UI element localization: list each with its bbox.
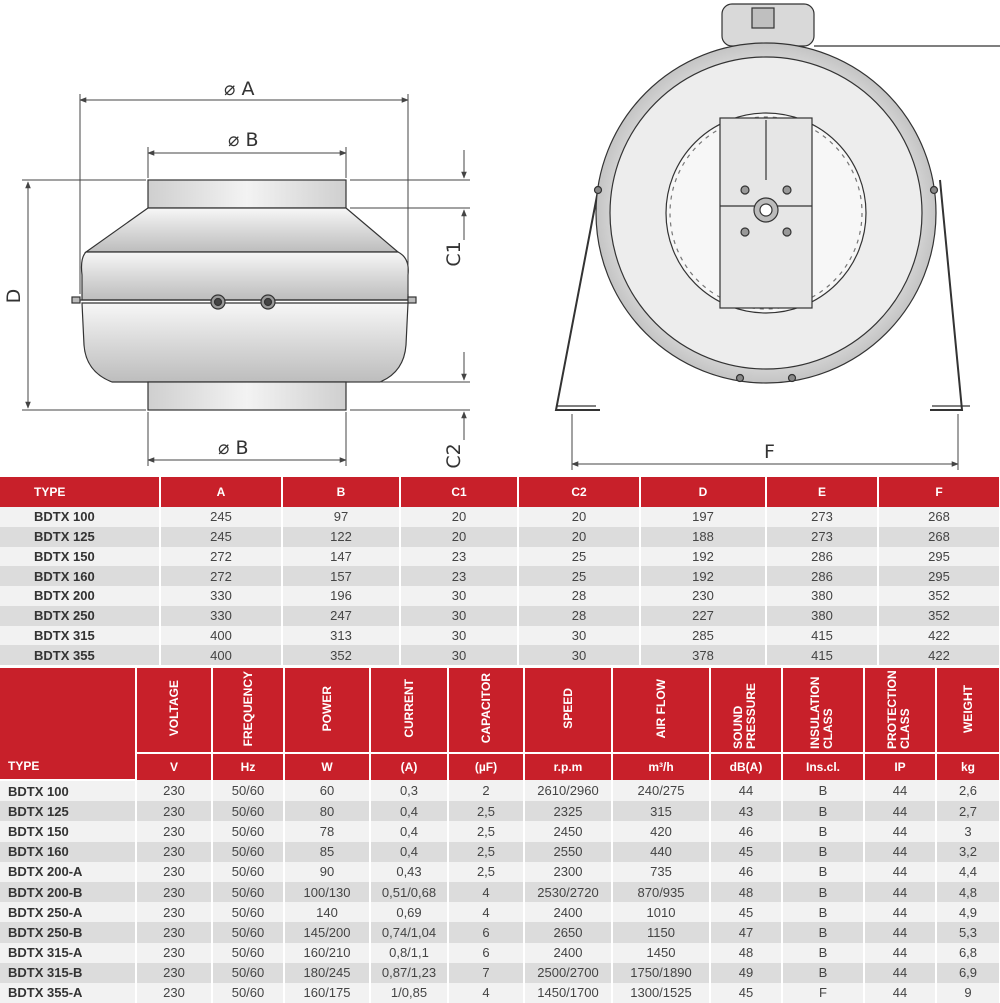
spec-value-cell: 0,43 <box>370 862 448 882</box>
table-row <box>0 606 1000 626</box>
dimension-value-cell: 415 <box>766 645 878 665</box>
unit-air-flow: m³/h <box>612 753 710 780</box>
spec-header-power <box>284 668 370 753</box>
dimension-value-cell: 378 <box>640 645 766 665</box>
dimension-value-cell: 30 <box>400 586 518 606</box>
spec-header-capacitor <box>448 668 524 753</box>
dimension-value-cell: 268 <box>878 507 1000 527</box>
dimension-value-cell: 400 <box>160 626 282 646</box>
model-type-cell: BDTX 200 <box>0 586 160 606</box>
dimension-value-cell: 380 <box>766 606 878 626</box>
spec-value-cell: 240/275 <box>612 780 710 801</box>
spec-header-voltage-label: VOLTAGE <box>166 680 181 737</box>
spec-header-current <box>370 668 448 753</box>
dimension-value-cell: 285 <box>640 626 766 646</box>
spec-value-cell: 2450 <box>524 821 612 841</box>
dim-header-f: F <box>878 477 1000 507</box>
spec-value-cell: 6 <box>448 943 524 963</box>
spec-value-cell: 230 <box>136 821 212 841</box>
spec-header-power-label: POWER <box>319 685 334 732</box>
spec-value-cell: 60 <box>284 780 370 801</box>
spec-value-cell: 2400 <box>524 943 612 963</box>
model-type-cell: BDTX 100 <box>0 507 160 527</box>
table-row <box>0 922 1000 942</box>
dim-header-d: D <box>640 477 766 507</box>
spec-header-capacitor-label: CAPACITOR <box>478 673 493 744</box>
spec-value-cell: B <box>782 780 864 801</box>
spec-value-cell: 6,9 <box>936 963 1000 983</box>
spec-value-cell: 1450 <box>612 943 710 963</box>
spec-value-cell: 44 <box>864 780 936 801</box>
spec-value-cell: 2,5 <box>448 862 524 882</box>
spec-header-frequency-label: FREQUENCY <box>240 670 255 747</box>
model-type-cell: BDTX 315-A <box>0 943 136 963</box>
dimension-value-cell: 20 <box>400 527 518 547</box>
spec-value-cell: 0,4 <box>370 842 448 862</box>
spec-value-cell: 4,8 <box>936 882 1000 902</box>
label-d: D <box>3 288 25 304</box>
table-row <box>0 821 1000 841</box>
spec-header-speed <box>524 668 612 753</box>
spec-value-cell: 230 <box>136 902 212 922</box>
model-type-cell: BDTX 250 <box>0 606 160 626</box>
spec-value-cell: 0,4 <box>370 821 448 841</box>
dimension-value-cell: 30 <box>400 626 518 646</box>
spec-value-cell: 44 <box>864 842 936 862</box>
dimension-value-cell: 30 <box>400 606 518 626</box>
spec-header-weight-label: WEIGHT <box>960 684 975 733</box>
spec-value-cell: 230 <box>136 922 212 942</box>
spec-header-voltage <box>136 668 212 753</box>
spec-value-cell: 45 <box>710 983 782 1003</box>
spec-value-cell: 2,5 <box>448 842 524 862</box>
spec-value-cell: 5,3 <box>936 922 1000 942</box>
spec-value-cell: 0,69 <box>370 902 448 922</box>
spec-header-air-flow <box>612 668 710 753</box>
spec-header-speed-label: SPEED <box>560 688 575 729</box>
spec-value-cell: 230 <box>136 963 212 983</box>
spec-value-cell: 230 <box>136 862 212 882</box>
model-type-cell: BDTX 100 <box>0 780 136 801</box>
spec-header-weight <box>936 668 1000 753</box>
model-type-cell: BDTX 160 <box>0 842 136 862</box>
dimension-value-cell: 352 <box>282 645 400 665</box>
dimension-value-cell: 192 <box>640 547 766 567</box>
spec-value-cell: 50/60 <box>212 801 284 821</box>
spec-value-cell: 50/60 <box>212 842 284 862</box>
spec-value-cell: 0,51/0,68 <box>370 882 448 902</box>
label-dia-b-bottom: ⌀ B <box>218 437 249 459</box>
spec-value-cell: 50/60 <box>212 780 284 801</box>
spec-value-cell: 160/210 <box>284 943 370 963</box>
spec-value-cell: 44 <box>864 922 936 942</box>
dimension-value-cell: 352 <box>878 586 1000 606</box>
dim-header-c2: C2 <box>518 477 640 507</box>
table-row <box>0 547 1000 567</box>
table-row <box>0 801 1000 821</box>
spec-value-cell: B <box>782 902 864 922</box>
spec-value-cell: 0,3 <box>370 780 448 801</box>
label-c2: C2 <box>443 443 465 469</box>
spec-value-cell: 2530/2720 <box>524 882 612 902</box>
spec-header-sound-pressure <box>710 668 782 753</box>
dimension-value-cell: 28 <box>518 586 640 606</box>
spec-value-cell: 78 <box>284 821 370 841</box>
spec-value-cell: B <box>782 882 864 902</box>
model-type-cell: BDTX 200-B <box>0 882 136 902</box>
spec-value-cell: B <box>782 862 864 882</box>
dimension-value-cell: 272 <box>160 566 282 586</box>
spec-value-cell: 2500/2700 <box>524 963 612 983</box>
spec-value-cell: 9 <box>936 983 1000 1003</box>
spec-value-cell: 230 <box>136 983 212 1003</box>
spec-value-cell: 0,8/1,1 <box>370 943 448 963</box>
dimensions-table-body <box>0 507 1000 665</box>
model-type-cell: BDTX 315-B <box>0 963 136 983</box>
model-type-cell: BDTX 200-A <box>0 862 136 882</box>
model-type-cell: BDTX 125 <box>0 527 160 547</box>
spec-value-cell: 180/245 <box>284 963 370 983</box>
spec-value-cell: 44 <box>710 780 782 801</box>
dimension-value-cell: 268 <box>878 527 1000 547</box>
spec-value-cell: 1150 <box>612 922 710 942</box>
dimension-value-cell: 352 <box>878 606 1000 626</box>
dimension-value-cell: 400 <box>160 645 282 665</box>
label-dia-a: ⌀ A <box>224 78 255 100</box>
spec-value-cell: 2,6 <box>936 780 1000 801</box>
spec-value-cell: 46 <box>710 862 782 882</box>
spec-value-cell: 44 <box>864 902 936 922</box>
side-view <box>72 180 416 410</box>
spec-value-cell: 44 <box>864 963 936 983</box>
dim-header-c1: C1 <box>400 477 518 507</box>
dimension-value-cell: 245 <box>160 507 282 527</box>
table-row <box>0 902 1000 922</box>
spec-value-cell: 4 <box>448 902 524 922</box>
dimension-value-cell: 20 <box>518 507 640 527</box>
dimension-value-cell: 415 <box>766 626 878 646</box>
dim-header-b: B <box>282 477 400 507</box>
spec-value-cell: 2 <box>448 780 524 801</box>
spec-value-cell: 90 <box>284 862 370 882</box>
unit-speed: r.p.m <box>524 753 612 780</box>
spec-value-cell: 420 <box>612 821 710 841</box>
spec-value-cell: 2610/2960 <box>524 780 612 801</box>
spec-value-cell: 2325 <box>524 801 612 821</box>
spec-value-cell: 0,4 <box>370 801 448 821</box>
unit-power: W <box>284 753 370 780</box>
spec-header-row <box>0 668 1000 753</box>
dimension-value-cell: 380 <box>766 586 878 606</box>
dimension-value-cell: 23 <box>400 547 518 567</box>
spec-value-cell: 2550 <box>524 842 612 862</box>
spec-value-cell: 50/60 <box>212 821 284 841</box>
spec-value-cell: B <box>782 922 864 942</box>
dimension-value-cell: 330 <box>160 586 282 606</box>
label-dia-b-top: ⌀ B <box>228 129 259 151</box>
dim-header-e: E <box>766 477 878 507</box>
spec-value-cell: 230 <box>136 882 212 902</box>
dimension-value-cell: 28 <box>518 606 640 626</box>
dimension-value-cell: 230 <box>640 586 766 606</box>
model-type-cell: BDTX 355-A <box>0 983 136 1003</box>
unit-capacitor: (µF) <box>448 753 524 780</box>
unit-sound-pressure: dB(A) <box>710 753 782 780</box>
table-row <box>0 527 1000 547</box>
technical-drawing <box>0 0 1000 476</box>
spec-value-cell: 49 <box>710 963 782 983</box>
dimension-value-cell: 147 <box>282 547 400 567</box>
spec-value-cell: 48 <box>710 882 782 902</box>
spec-header-insulation-class-label: INSULATION CLASS <box>808 676 835 749</box>
spec-header-sound-pressure-label: SOUND PRESSURE <box>731 682 758 749</box>
spec-value-cell: 315 <box>612 801 710 821</box>
spec-header-type: TYPE <box>0 668 136 780</box>
unit-voltage: V <box>136 753 212 780</box>
table-row <box>0 645 1000 665</box>
dimension-value-cell: 157 <box>282 566 400 586</box>
spec-header-current-label: CURRENT <box>401 679 416 738</box>
dimension-value-cell: 188 <box>640 527 766 547</box>
spec-value-cell: 1300/1525 <box>612 983 710 1003</box>
dim-header-type: TYPE <box>0 477 160 507</box>
spec-value-cell: 100/130 <box>284 882 370 902</box>
spec-value-cell: 230 <box>136 780 212 801</box>
dimension-value-cell: 422 <box>878 645 1000 665</box>
label-f: F <box>764 441 775 463</box>
table-row <box>0 780 1000 801</box>
unit-current: (A) <box>370 753 448 780</box>
spec-value-cell: B <box>782 801 864 821</box>
spec-value-cell: 2400 <box>524 902 612 922</box>
spec-value-cell: 44 <box>864 821 936 841</box>
spec-value-cell: 2300 <box>524 862 612 882</box>
dimension-value-cell: 122 <box>282 527 400 547</box>
spec-value-cell: B <box>782 821 864 841</box>
dimensions-header-row <box>0 477 1000 507</box>
table-row <box>0 943 1000 963</box>
spec-value-cell: 230 <box>136 842 212 862</box>
spec-value-cell: 50/60 <box>212 902 284 922</box>
spec-header-air-flow-label: AIR FLOW <box>653 678 668 739</box>
spec-value-cell: 50/60 <box>212 862 284 882</box>
spec-value-cell: B <box>782 943 864 963</box>
spec-value-cell: 140 <box>284 902 370 922</box>
dimension-value-cell: 20 <box>400 507 518 527</box>
spec-value-cell: B <box>782 963 864 983</box>
spec-value-cell: 43 <box>710 801 782 821</box>
model-type-cell: BDTX 250-B <box>0 922 136 942</box>
spec-value-cell: 47 <box>710 922 782 942</box>
dimension-value-cell: 227 <box>640 606 766 626</box>
dimension-value-cell: 30 <box>518 626 640 646</box>
spec-value-cell: B <box>782 842 864 862</box>
spec-value-cell: 1/0,85 <box>370 983 448 1003</box>
dim-header-a: A <box>160 477 282 507</box>
spec-value-cell: 1450/1700 <box>524 983 612 1003</box>
unit-frequency: Hz <box>212 753 284 780</box>
dimension-value-cell: 295 <box>878 547 1000 567</box>
spec-value-cell: 6,8 <box>936 943 1000 963</box>
spec-value-cell: 7 <box>448 963 524 983</box>
spec-value-cell: 50/60 <box>212 943 284 963</box>
spec-value-cell: 44 <box>864 862 936 882</box>
table-row <box>0 963 1000 983</box>
spec-value-cell: 80 <box>284 801 370 821</box>
dimension-value-cell: 272 <box>160 547 282 567</box>
dimension-value-cell: 97 <box>282 507 400 527</box>
dimensions-table <box>0 477 1000 665</box>
spec-value-cell: 44 <box>864 882 936 902</box>
model-type-cell: BDTX 160 <box>0 566 160 586</box>
spec-value-cell: 2,7 <box>936 801 1000 821</box>
spec-value-cell: 4,4 <box>936 862 1000 882</box>
dimension-value-cell: 330 <box>160 606 282 626</box>
spec-header-insulation-class <box>782 668 864 753</box>
table-row <box>0 586 1000 606</box>
unit-insulation-class: Ins.cl. <box>782 753 864 780</box>
spec-value-cell: 46 <box>710 821 782 841</box>
spec-value-cell: 50/60 <box>212 882 284 902</box>
dimension-value-cell: 25 <box>518 566 640 586</box>
dimension-value-cell: 273 <box>766 507 878 527</box>
spec-value-cell: 3,2 <box>936 842 1000 862</box>
dimension-value-cell: 23 <box>400 566 518 586</box>
table-row <box>0 842 1000 862</box>
model-type-cell: BDTX 150 <box>0 821 136 841</box>
spec-value-cell: 0,74/1,04 <box>370 922 448 942</box>
spec-value-cell: 44 <box>864 983 936 1003</box>
model-type-cell: BDTX 315 <box>0 626 160 646</box>
table-row <box>0 507 1000 527</box>
spec-value-cell: F <box>782 983 864 1003</box>
spec-value-cell: 145/200 <box>284 922 370 942</box>
unit-protection-class: IP <box>864 753 936 780</box>
spec-value-cell: 1010 <box>612 902 710 922</box>
dimension-value-cell: 313 <box>282 626 400 646</box>
spec-value-cell: 2,5 <box>448 821 524 841</box>
dimension-value-cell: 295 <box>878 566 1000 586</box>
dimension-value-cell: 20 <box>518 527 640 547</box>
dimension-value-cell: 30 <box>400 645 518 665</box>
specifications-table <box>0 668 1000 1003</box>
dimension-value-cell: 196 <box>282 586 400 606</box>
table-row <box>0 882 1000 902</box>
spec-value-cell: 45 <box>710 902 782 922</box>
spec-value-cell: 4 <box>448 882 524 902</box>
spec-value-cell: 6 <box>448 922 524 942</box>
model-type-cell: BDTX 250-A <box>0 902 136 922</box>
spec-value-cell: 4,9 <box>936 902 1000 922</box>
spec-value-cell: 440 <box>612 842 710 862</box>
spec-value-cell: 735 <box>612 862 710 882</box>
spec-value-cell: 85 <box>284 842 370 862</box>
spec-units-row <box>0 753 1000 780</box>
dimension-value-cell: 273 <box>766 527 878 547</box>
front-view <box>556 4 1000 410</box>
spec-value-cell: 3 <box>936 821 1000 841</box>
dimension-value-cell: 30 <box>518 645 640 665</box>
spec-header-protection-class-label: PROTECTION CLASS <box>885 669 912 749</box>
unit-weight: kg <box>936 753 1000 780</box>
dimension-value-cell: 192 <box>640 566 766 586</box>
table-row <box>0 862 1000 882</box>
spec-value-cell: 44 <box>864 943 936 963</box>
spec-value-cell: 160/175 <box>284 983 370 1003</box>
spec-value-cell: 44 <box>864 801 936 821</box>
dimension-value-cell: 245 <box>160 527 282 547</box>
model-type-cell: BDTX 125 <box>0 801 136 821</box>
dimension-value-cell: 247 <box>282 606 400 626</box>
spec-value-cell: 1750/1890 <box>612 963 710 983</box>
dimension-value-cell: 197 <box>640 507 766 527</box>
table-row <box>0 626 1000 646</box>
spec-value-cell: 50/60 <box>212 922 284 942</box>
spec-value-cell: 4 <box>448 983 524 1003</box>
spec-value-cell: 2650 <box>524 922 612 942</box>
spec-value-cell: 45 <box>710 842 782 862</box>
spec-value-cell: 230 <box>136 801 212 821</box>
spec-header-frequency <box>212 668 284 753</box>
dimension-value-cell: 422 <box>878 626 1000 646</box>
model-type-cell: BDTX 355 <box>0 645 160 665</box>
spec-value-cell: 2,5 <box>448 801 524 821</box>
model-type-cell: BDTX 150 <box>0 547 160 567</box>
spec-value-cell: 230 <box>136 943 212 963</box>
dimension-value-cell: 286 <box>766 547 878 567</box>
label-c1: C1 <box>443 241 465 267</box>
spec-value-cell: 870/935 <box>612 882 710 902</box>
spec-value-cell: 50/60 <box>212 963 284 983</box>
dimension-value-cell: 286 <box>766 566 878 586</box>
spec-value-cell: 48 <box>710 943 782 963</box>
specifications-table-body <box>0 780 1000 1003</box>
spec-value-cell: 50/60 <box>212 983 284 1003</box>
dimension-value-cell: 25 <box>518 547 640 567</box>
table-row <box>0 566 1000 586</box>
spec-value-cell: 0,87/1,23 <box>370 963 448 983</box>
spec-header-protection-class <box>864 668 936 753</box>
